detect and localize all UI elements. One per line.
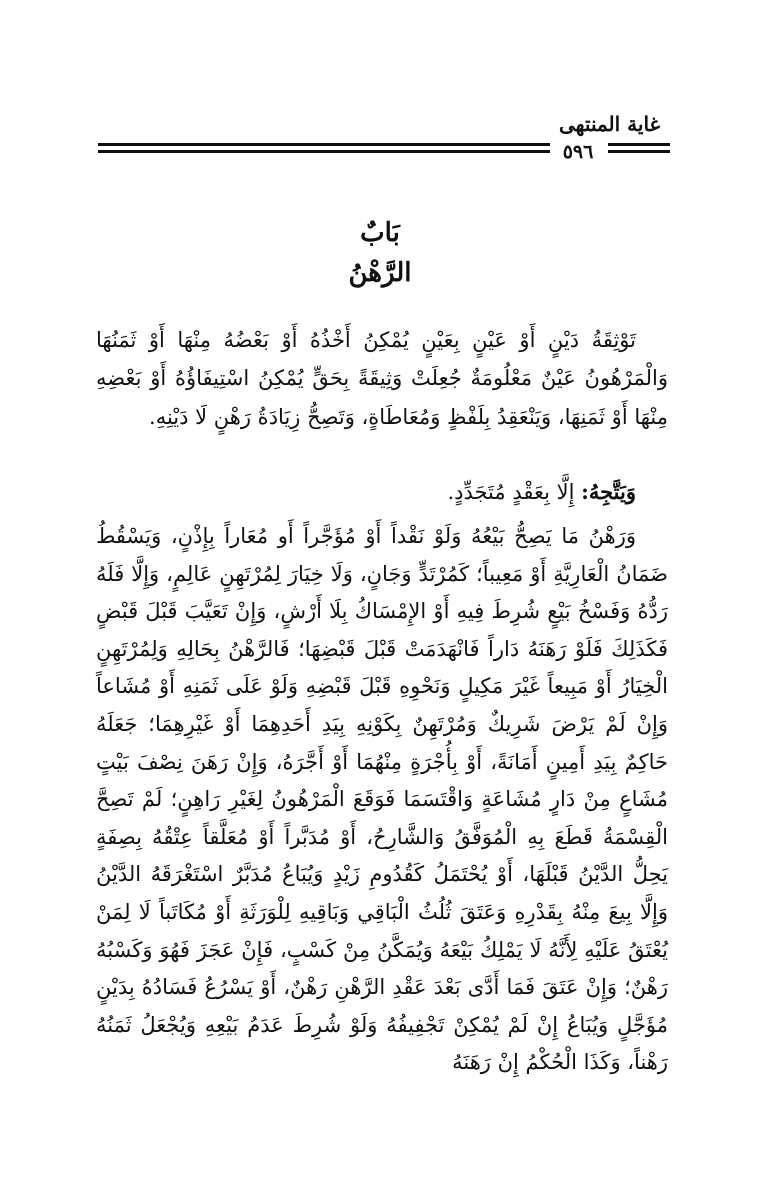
header-rule — [608, 143, 670, 146]
paragraph-note — [96, 473, 668, 511]
page-number: ٥٩٦ — [562, 141, 594, 163]
running-title: غاية المنتهى — [559, 112, 660, 136]
note-lead: وَيَتَّجِهُ: — [581, 479, 636, 504]
header-rule — [98, 143, 550, 146]
chapter-title: الرَّهْنُ — [348, 258, 412, 288]
note-text: إِلَّا بِعَقْدٍ مُتَجَدِّدٍ. — [447, 480, 582, 504]
header-rule — [608, 150, 670, 153]
paragraph-rulings: وَرَهْنُ مَا يَصِحُّ بَيْعُهُ وَلَوْ نَقْداً أَوْ مُؤَجَّراً أَو مُعَاراً بِإِذْنٍ، وَيَسْقُطُ ضَمَانُ الْعَارِيَّةِ أَوْ مَعِيباً؛ كَمُرْتَدٍّ وَجَانٍ، وَلَا خِيَارَ لِمُرْتَهِنٍ عَالِمٍ، وَإِلَّا فَلَهُ رَدُّهُ وَفَسْخُ بَيْعٍ شُرِطَ فِيهِ أَوْ الإِمْسَاكُ بِلَا أَرْشٍ، وَإِنْ تَعَيَّبَ قَبْلَ قَبْضٍ فَكَذَلِكَ فَلَوْ رَهَنَهُ دَاراً فَانْهَدَمَتْ قَبْلَ قَبْضِهَا؛ فَالرَّهْنُ بِحَالِهِ وَلِمُرْتَهِنٍ الْخِيَارُ أَوْ مَبِيعاً غَيْرَ مَكِيلٍ وَنَحْوِهِ قَبْلَ قَبْضِهِ وَلَوْ عَلَى ثَمَنِهِ أَوْ مُشَاعاً وَإِنْ لَمْ يَرْضَ شَرِيكٌ وَمُرْتَهِنٌ بِكَوْنِهِ بِيَدِ أَحَدِهِمَا أَوْ غَيْرِهِمَا؛ جَعَلَهُ حَاكِمٌ بِيَدِ أَمِينٍ أَمَانَةً، أَوْ بِأُجْرَةٍ مِنْهُمَا أَوْ أَجَّرَهُ، وَإِنْ رَهَنَ نِصْفَ بَيْتٍ مُشَاعٍ مِنْ دَارٍ مُشَاعَةٍ وَاقْتَسَمَا فَوَقَعَ الْمَرْهُونُ لِغَيْرِ رَاهِنٍ؛ لَمْ تَصِحَّ الْقِسْمَةُ قَطَعَ بِهِ الْمُوَفَّقُ وَالشَّارِحُ، أَوْ مُدَبَّراً أَوْ مُعَلَّقاً عِتْقُهُ بِصِفَةٍ يَحِلُّ الدَّيْنُ قَبْلَهَا، أَوْ يُحْتَمَلُ كَقُدُومِ زَيْدٍ وَيُبَاعُ مُدَبَّرٌ اسْتَغْرَقَهُ الدَّيْنُ وَإِلَّا بِيعَ مِنْهُ بِقَدْرِهِ وَعَتَقَ ثُلُثُ الْبَاقِي وَبَاقِيهِ لِلْوَرَثَةِ أَوْ مُكَاتَباً لَا لِمَنْ يُعْتَقُ عَلَيْهِ لِأَنَّهُ لَا يَمْلِكُ بَيْعَهُ وَيُمَكَّنُ مِنْ كَسْبٍ، فَإِنْ عَجَزَ فَهُوَ وَكَسْبُهُ رَهْنٌ؛ وَإِنْ عَتَقَ فَمَا أَدَّى بَعْدَ عَقْدِ الرَّهْنِ رَهْنٌ، أَوْ يَسْرُعُ فَسَادُهُ بِدَيْنٍ مُؤَجَّلٍ وَيُبَاعُ إِنْ لَمْ يُمْكِنْ تَجْفِيفُهُ وَلَوْ شُرِطَ عَدَمُ بَيْعِهِ وَيُجْعَلُ ثَمَنُهُ رَهْناً، وَكَذَا الْحُكْمُ إِنْ رَهَنَهُ — [96, 524, 668, 1075]
chapter-word: بَابٌ — [360, 218, 400, 248]
header-rule — [98, 150, 550, 153]
paragraph-definition: تَوْثِقَةُ دَيْنٍ أَوْ عَيْنٍ بِعَيْنٍ يُمْكِنُ أَخْذُهُ أَوْ بَعْضُهُ مِنْهَا أَوْ ثَمَنُهَا وَالْمَرْهُونُ عَيْنٌ مَعْلُومَةٌ جُعِلَتْ وَثِيقَةً بِحَقٍّ يُمْكِنُ اسْتِيفَاؤُهُ أَوْ بَعْضِهِ مِنْهَا أَوْ ثَمَنِهَا، وَيَنْعَقِدُ بِلَفْظٍ وَمُعَاطَاةٍ، وَتَصِحُّ زِيَادَةُ رَهْنٍ لَا دَيْنِهِ. — [96, 328, 668, 429]
